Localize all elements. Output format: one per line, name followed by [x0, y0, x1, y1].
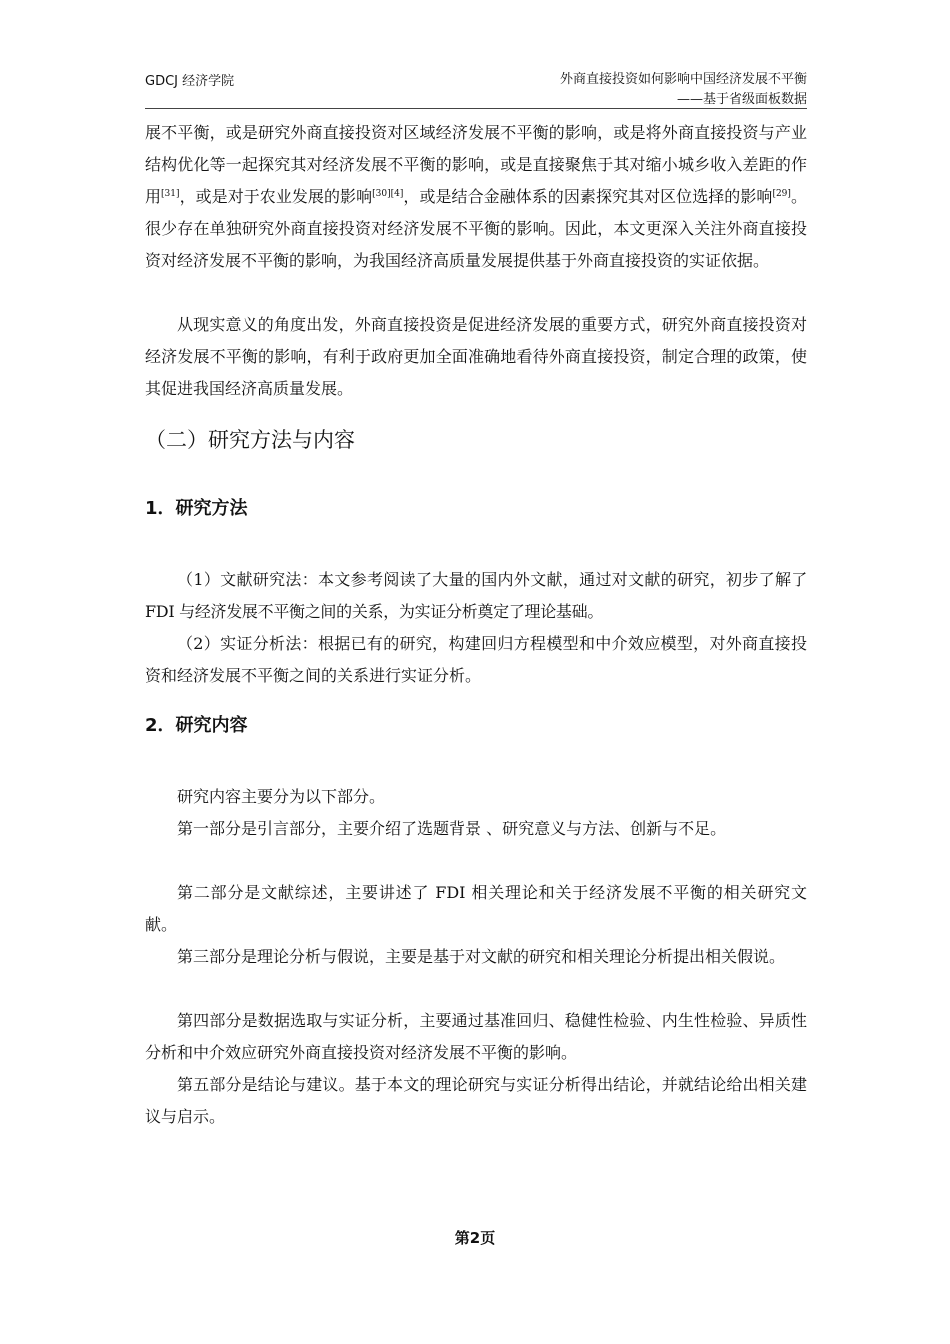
content-part4: 第四部分是数据选取与实证分析，主要通过基准回归、稳健性检验、内生性检验、异质性分析和中介效应研究外商直接投资对经济发展不平衡的影响。	[145, 1011, 807, 1062]
citation-31: [31]	[161, 189, 180, 199]
paragraph-practical-significance: 从现实意义的角度出发，外商直接投资是促进经济发展的重要方式，研究外商直接投资对经济发展不平衡的影响，有利于政府更加全面准确地看待外商直接投资，制定合理的政策，使其促进我国经济高质量发展。	[145, 315, 807, 398]
citation-30-4: [30][4]	[372, 189, 404, 199]
citation-29: [29]	[772, 189, 791, 199]
content-part5: 第五部分是结论与建议。基于本文的理论研究与实证分析得出结论，并就结论给出相关建议与启示。	[145, 1075, 807, 1126]
paragraph-text-b: ，或是对于农业发展的影响	[179, 187, 373, 206]
paragraph-text-c: ，或是结合金融体系的因素探究其对区位选择的影响	[403, 187, 773, 206]
header-school-name: GDCJ 经济学院	[145, 74, 235, 89]
section-title-methods-content: （二）研究方法与内容	[145, 428, 355, 452]
header-title-line2: ——基于省级面板数据	[676, 92, 807, 107]
content-intro: 研究内容主要分为以下部分。	[177, 787, 386, 806]
paragraph-literature-gap	[145, 117, 807, 277]
content-part1: 第一部分是引言部分，主要介绍了选题背景 、研究意义与方法、创新与不足。	[177, 819, 727, 838]
subsection-title-methods: 1．研究方法	[145, 498, 248, 519]
header-title-line1: 外商直接投资如何影响中国经济发展不平衡	[559, 72, 807, 87]
page-number: 第2页	[454, 1229, 496, 1247]
content-part2: 第二部分是文献综述，主要讲述了 FDI 相关理论和关于经济发展不平衡的相关研究文献。	[145, 883, 807, 934]
method-empirical-analysis: （2）实证分析法：根据已有的研究，构建回归方程模型和中介效应模型，对外商直接投资和经济发展不平衡之间的关系进行实证分析。	[145, 634, 807, 685]
header-paper-title	[560, 70, 807, 110]
paragraph-text-d: 。很少存在单独研究外商直接投资对经济发展不平衡的影响。因此，本文更深入关注外商直接投资对经济发展不平衡的影响，为我国经济高质量发展提供基于外商直接投资的实证依据。	[145, 187, 807, 270]
subsection-title-content: 2．研究内容	[145, 715, 248, 736]
page-header	[145, 64, 807, 109]
paragraph-text-a: 展不平衡，或是研究外商直接投资对区域经济发展不平衡的影响，或是将外商直接投资与产业结构优化等一起探究其对经济发展不平衡的影响，或是直接聚焦于其对缩小城乡收入差距的作用	[145, 123, 807, 206]
method-literature-research: （1）文献研究法：本文参考阅读了大量的国内外文献，通过对文献的研究，初步了解了 FDI 与经济发展不平衡之间的关系，为实证分析奠定了理论基础。	[145, 570, 807, 621]
content-part3: 第三部分是理论分析与假说，主要是基于对文献的研究和相关理论分析提出相关假说。	[177, 947, 786, 966]
